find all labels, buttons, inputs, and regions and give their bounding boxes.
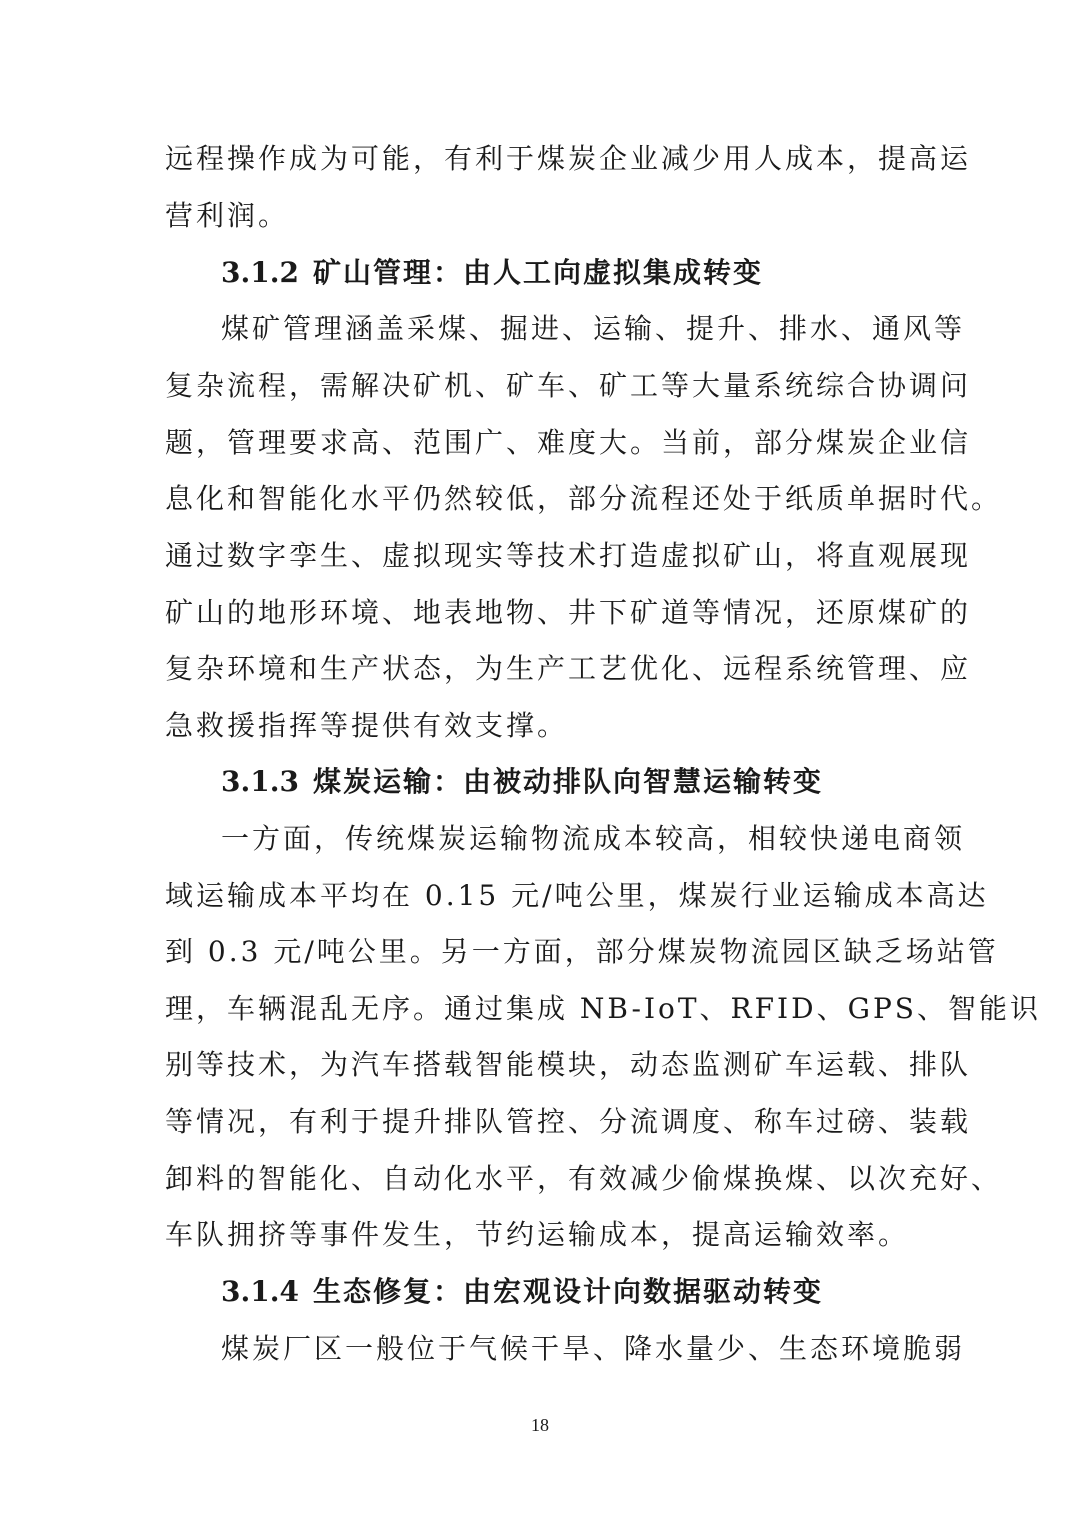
paragraph-line: 域运输成本平均在 0.15 元/吨公里，煤炭行业运输成本高达 [165, 879, 989, 912]
paragraph-line: 卸料的智能化、自动化水平，有效减少偷煤换煤、以次充好、 [165, 1162, 1003, 1195]
paragraph-line: 息化和智能化水平仍然较低，部分流程还处于纸质单据时代。 [165, 482, 1003, 515]
section-title: 生态修复：由宏观设计向数据驱动转变 [312, 1275, 823, 1308]
paragraph-line: 等情况，有利于提升排队管控、分流调度、称车过磅、装载 [165, 1105, 972, 1138]
section-heading-3-1-2 [221, 253, 763, 293]
paragraph-line: 一方面，传统煤炭运输物流成本较高，相较快递电商领 [221, 822, 966, 855]
paragraph-line: 车队拥挤等事件发生，节约运输成本，提高运输效率。 [165, 1218, 910, 1251]
section-title: 矿山管理：由人工向虚拟集成转变 [312, 256, 763, 289]
paragraph-line: 远程操作成为可能，有利于煤炭企业减少用人成本，提高运 [165, 142, 972, 175]
paragraph-line: 煤炭厂区一般位于气候干旱、降水量少、生态环境脆弱 [221, 1332, 966, 1365]
paragraph-line: 煤矿管理涵盖采煤、掘进、运输、提升、排水、通风等 [221, 312, 966, 345]
section-heading-3-1-4 [221, 1272, 823, 1312]
paragraph-line: 通过数字孪生、虚拟现实等技术打造虚拟矿山，将直观展现 [165, 539, 972, 572]
paragraph-line: 理，车辆混乱无序。通过集成 NB-IoT、RFID、GPS、智能识 [165, 992, 1041, 1025]
paragraph-line: 到 0.3 元/吨公里。另一方面，部分煤炭物流园区缺乏场站管 [165, 935, 999, 968]
section-number: 3.1.2 [221, 256, 299, 289]
section-title: 煤炭运输：由被动排队向智慧运输转变 [312, 765, 823, 798]
section-number: 3.1.4 [221, 1275, 299, 1308]
paragraph-line: 复杂环境和生产状态，为生产工艺优化、远程系统管理、应 [165, 652, 972, 685]
paragraph-line: 营利润。 [165, 199, 290, 232]
paragraph-line: 急救援指挥等提供有效支撑。 [165, 709, 569, 742]
paragraph-line: 复杂流程，需解决矿机、矿车、矿工等大量系统综合协调问 [165, 369, 972, 402]
page-number: 18 [531, 1415, 549, 1435]
section-heading-3-1-3 [221, 762, 823, 802]
paragraph-line: 题，管理要求高、范围广、难度大。当前，部分煤炭企业信 [165, 426, 972, 459]
paragraph-line: 矿山的地形环境、地表地物、井下矿道等情况，还原煤矿的 [165, 596, 972, 629]
section-number: 3.1.3 [221, 765, 299, 798]
paragraph-line: 别等技术，为汽车搭载智能模块，动态监测矿车运载、排队 [165, 1048, 972, 1081]
